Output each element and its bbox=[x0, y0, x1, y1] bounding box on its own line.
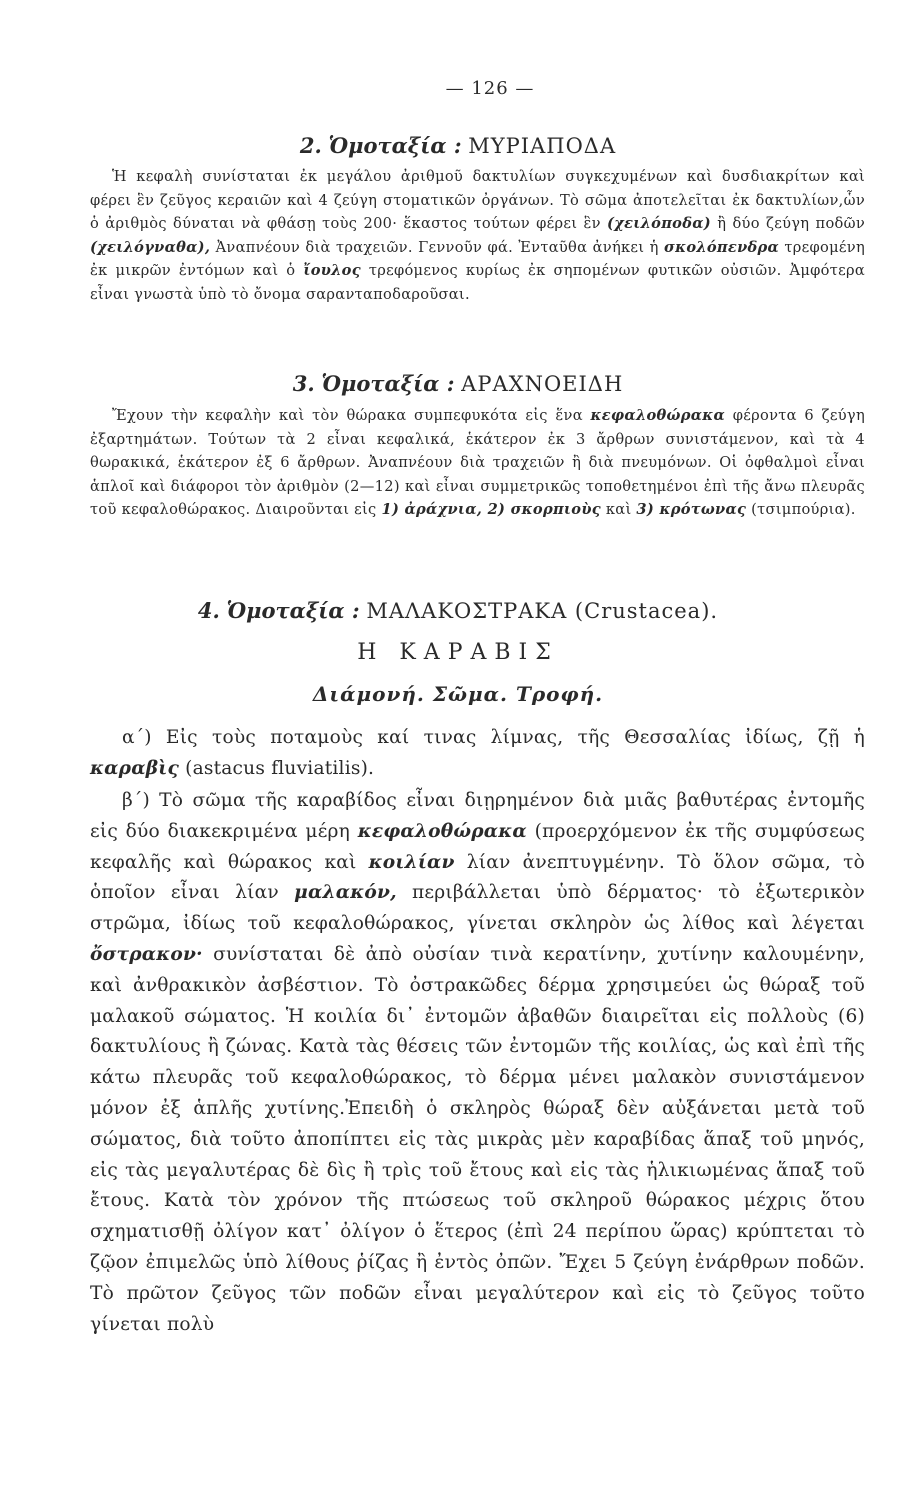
arachnoidea-paragraph bbox=[90, 404, 865, 522]
term-iulus: ἴουλος bbox=[303, 262, 361, 279]
myriapoda-paragraph bbox=[90, 165, 865, 306]
term-abdomen: κοιλίαν bbox=[368, 851, 455, 873]
section-heading-malacostraca bbox=[0, 598, 916, 623]
section-title: ΑΡΑΧΝΟΕΙΔΗ bbox=[461, 372, 624, 396]
text-run: Ἀναπνέουν διὰ τραχειῶν. Γεννοῦν φά. Ἐνταῦθα ἀνήκει ἡ bbox=[210, 238, 665, 256]
chapter-subtitle: Διάμονή. Σῶμα. Τροφή. bbox=[312, 682, 604, 706]
section-heading-myriapoda bbox=[0, 133, 916, 158]
text-run: φέροντα 6 ζεύγη ἐξαρτημάτων. Τούτων τὰ 2 εἶναι κεφαλικά, ἑκάτερον ἐκ 3 ἄρθρων συνιστάμενον, καὶ τὰ 4 θωρακικά, ἑκάτερον ἐξ 6 ἄρθρων. Ἀναπνέουν διὰ τραχειῶν ἢ διὰ πνευμόνων. Οἱ ὀφθαλμοὶ εἶναι ἁπλοῖ καὶ διάφοροι τὸν ἀριθμὸν (2—12) καὶ εἶναι συμμετρικῶς τοποθετημένοι ἐπὶ τῆς ἄνω πλευρᾶς τοῦ κεφαλοθώρακος. Διαιροῦνται εἰς bbox=[90, 407, 865, 518]
term-chilognatha: (χειλόγναθα), bbox=[90, 238, 211, 256]
text-run: (astacus fluviatilis). bbox=[179, 757, 375, 779]
text-run: β΄) Τὸ σῶμα τῆς καραβίδος εἶναι διῃρημένον διὰ μιᾶς βαθυτέρας ἐντομῆς εἰς δύο διακεκριμένα μέρη bbox=[90, 790, 865, 842]
text-run: τρεφόμενος κυρίως ἐκ σηπομένων φυτικῶν οὐσιῶν. Ἀμφότερα εἶναι γνωστὰ ὑπὸ τὸ ὄνομα σαρανταποδαροῦσαι. bbox=[90, 262, 865, 303]
term-scolopendra: σκολόπενδρα bbox=[664, 238, 780, 256]
text-run: τρεφομένη ἐκ μικρῶν ἐντόμων καὶ ὁ bbox=[90, 238, 865, 279]
paragraph-a bbox=[90, 723, 865, 785]
term-spiders-scorpions: 1) ἀράχνια, 2) σκορπιοὺς bbox=[381, 501, 601, 518]
term-ostrakon: ὄστρακον· bbox=[90, 943, 203, 965]
text-run: λίαν ἀνεπτυγμένην. Τὸ ὅλον σῶμα, τὸ ὁποῖον εἶναι λίαν bbox=[90, 851, 865, 904]
section-number: 4. bbox=[197, 598, 220, 623]
paragraph-b bbox=[90, 786, 865, 1340]
text-run: α΄) Εἰς τοὺς ποταμοὺς καί τινας λίμνας, τῆς Θεσσαλίας ἰδίως, ζῇ ἡ bbox=[122, 727, 865, 748]
page-number: — 126 — bbox=[445, 78, 535, 99]
section-label: Ὁμοταξία : bbox=[328, 133, 462, 158]
section-label: Ὁμοταξία : bbox=[321, 371, 455, 396]
term-ticks: 3) κρότωνας bbox=[636, 501, 747, 518]
text-run: Ἔχουν τὴν κεφαλὴν καὶ τὸν θώρακα συμπεφυκότα εἰς ἕνα bbox=[112, 407, 591, 424]
text-run: ἢ δύο ζεύγη ποδῶν bbox=[711, 215, 865, 232]
chapter-title: Η ΚΑΡΑΒΙΣ bbox=[357, 640, 559, 665]
term-cephalothorax: κεφαλοθώρακα bbox=[357, 820, 527, 842]
term-chilopoda: (χειλόποδα) bbox=[607, 215, 711, 232]
section-number: 3. bbox=[292, 371, 315, 396]
term-soft: μαλακόν, bbox=[294, 882, 397, 904]
section-title: ΜΑΛΑΚΟΣΤΡΑΚΑ (Crustacea). bbox=[366, 599, 719, 623]
text-run: Ἡ κεφαλὴ συνίσταται ἐκ μεγάλου ἀριθμοῦ δακτυλίων συγκεχυμένων καὶ δυσδιακρίτων καὶ φέρει ἓν ζεῦγος κεραιῶν καὶ 4 ζεύγη στοματικῶν ὀργάνων. Τὸ σῶμα ἀποτελεῖται ἐκ δακτυλίων,ὧν ὁ ἀριθμὸς δύναται νὰ φθάσῃ τοὺς 200· ἕκαστος τούτων φέρει ἓν bbox=[90, 168, 865, 232]
section-number: 2. bbox=[299, 133, 322, 158]
text-run: καὶ bbox=[600, 501, 637, 518]
section-title: ΜΥΡΙΑΠΟΔΑ bbox=[468, 134, 617, 158]
text-run: συνίσταται δὲ ἀπὸ οὐσίαν τινὰ κερατίνην, χυτίνην καλουμένην, καὶ ἀνθρακικὸν ἀσβέστιον. Τὸ ὀστρακῶδες δέρμα χρησιμεύει ὡς θώραξ τοῦ μαλακοῦ σώματος. Ἡ κοιλία δι᾿ ἐντομῶν ἀβαθῶν διαιρεῖται εἰς πολλοὺς (6) δακτυλίους ἢ ζώνας. Κατὰ τὰς θέσεις τῶν ἐντομῶν τῆς κοιλίας, ὡς καὶ ἐπὶ τῆς κάτω πλευρᾶς τοῦ κεφαλοθώρακος, τὸ δέρμα μένει μαλακὸν συνιστάμενον μόνον ἐξ ἁπλῆς χυτίνης.Ἐπειδὴ ὁ σκληρὸς θώραξ δὲν αὐξάνεται μετὰ τοῦ σώματος, διὰ τοῦτο ἀποπίπτει εἰς τὰς μικρὰς μὲν καραβίδας ἅπαξ τοῦ μηνός, εἰς τὰς μεγαλυτέρας δὲ δὶς ἢ τρὶς τοῦ ἔτους καὶ εἰς τὰς ἡλικιωμένας ἅπαξ τοῦ ἔτους. Κατὰ τὸν χρόνον τῆς πτώσεως τοῦ σκληροῦ θώρακος μέχρις ὅτου σχηματισθῇ ὀλίγον κατ᾿ ὀλίγον ὁ ἕτερος (ἐπὶ 24 περίπου ὥρας) κρύπτεται τὸ ζῷον ἐπιμελῶς ὑπὸ λίθους ῥίζας ἢ ἐντὸς ὀπῶν. Ἔχει 5 ζεύγη ἐνάρθρων ποδῶν. Τὸ πρῶτον ζεῦγος τῶν ποδῶν εἶναι μεγαλύτερον καὶ εἰς τὸ ζεῦγος τοῦτο γίνεται πολὺ bbox=[90, 943, 865, 1335]
text-run: (προερχόμενον ἐκ τῆς συμφύσεως κεφαλῆς καὶ θώρακος καὶ bbox=[90, 820, 866, 873]
section-heading-arachnoidea bbox=[0, 371, 916, 396]
section-label: Ὁμοταξία : bbox=[226, 598, 360, 623]
text-run: περιβάλλεται ὑπὸ δέρματος· τὸ ἐξωτερικὸν στρῶμα, ἰδίως τοῦ κεφαλοθώρακος, γίνεται σκληρὸν ὡς λίθος καὶ λέγεται bbox=[90, 882, 865, 935]
term-cephalothorax: κεφαλοθώρακα bbox=[590, 407, 726, 424]
term-karavis: καραβὶς bbox=[90, 757, 179, 779]
text-run: (τσιμπούρια). bbox=[746, 501, 856, 518]
